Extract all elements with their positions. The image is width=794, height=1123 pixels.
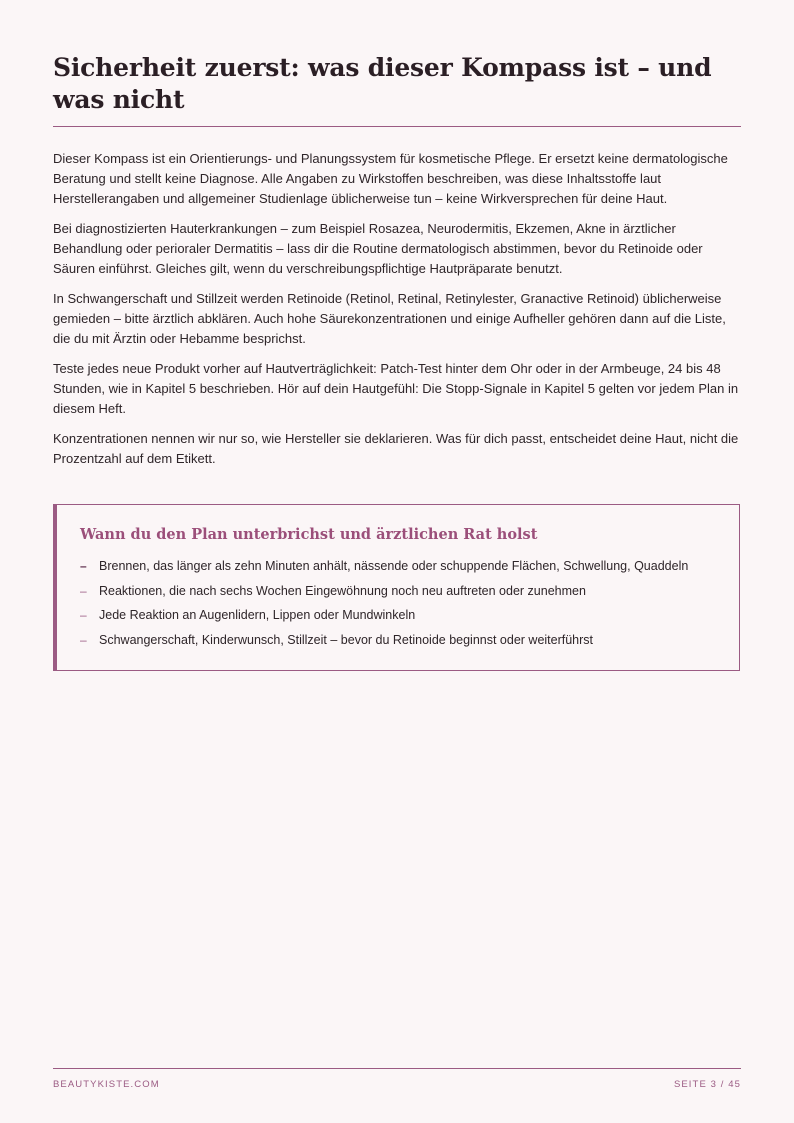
list-item xyxy=(80,556,688,581)
callout-list xyxy=(80,556,688,654)
list-item-text: Schwangerschaft, Kinderwunsch, Stillzeit – bevor du Retinoide beginnst oder weiterführst xyxy=(99,632,594,647)
dash-bullet-icon: – xyxy=(80,583,87,598)
warning-callout-box xyxy=(53,504,740,671)
dash-bullet-icon: – xyxy=(80,608,87,622)
footer-page-number: SEITE 3 / 45 xyxy=(673,1079,741,1090)
list-item xyxy=(80,605,688,630)
footer-divider xyxy=(53,1068,741,1069)
list-item-text: Jede Reaktion an Augenlidern, Lippen oder Mundwinkeln xyxy=(99,608,416,622)
paragraph-skin-conditions: Bei diagnostizierten Hauterkrankungen – zum Beispiel Rosazea, Neurodermitis, Ekzemen, Akne in ärztlicher Behandlung oder perioraler Dermatitis – lass dir die Routine dermatologisch abstimmen, bevor du Retinoide oder Säuren einführst. Gleiches gilt, wenn du verschreibungspflichtige Hautpräparate benutzt. xyxy=(53,221,703,276)
dash-bullet-icon: – xyxy=(80,559,87,573)
list-item xyxy=(80,630,688,655)
footer-site-name: BEAUTYKISTE.COM xyxy=(53,1079,160,1090)
dash-bullet-icon: – xyxy=(80,632,87,647)
list-item xyxy=(80,581,688,606)
page-title: Sicherheit zuerst: was dieser Kompass ist – und was nicht xyxy=(53,53,712,114)
list-item-text: Reaktionen, die nach sechs Wochen Eingewöhnung noch neu auftreten oder zunehmen xyxy=(99,583,586,598)
callout-title: Wann du den Plan unterbrichst und ärztlichen Rat holst xyxy=(80,526,538,543)
list-item-text: Brennen, das länger als zehn Minuten anhält, nässende oder schuppende Flächen, Schwellung, Quaddeln xyxy=(99,559,689,573)
body-text xyxy=(53,149,743,479)
paragraph-patch-test: Teste jedes neue Produkt vorher auf Hautverträglichkeit: Patch-Test hinter dem Ohr oder in der Armbeuge, 24 bis 48 Stunden, wie in Kapitel 5 beschrieben. Hör auf dein Hautgefühl: Die Stopp-Signale in Kapitel 5 gelten vor jedem Plan in diesem Heft. xyxy=(53,361,739,416)
paragraph-concentrations: Konzentrationen nennen wir nur so, wie Hersteller sie deklarieren. Was für dich passt, entscheidet deine Haut, nicht die Prozentzahl auf dem Etikett. xyxy=(53,431,739,466)
paragraph-disclaimer: Dieser Kompass ist ein Orientierungs- und Planungssystem für kosmetische Pflege. Er ersetzt keine dermatologische Beratung und stellt keine Diagnose. Alle Angaben zu Wirkstoffen beschreiben, was diese Inhaltsstoffe laut Herstellerangaben und allgemeiner Studienlage üblicherweise tun – keine Wirkversprechen für deine Haut. xyxy=(53,151,728,206)
title-divider xyxy=(53,126,741,127)
paragraph-pregnancy: In Schwangerschaft und Stillzeit werden Retinoide (Retinol, Retinal, Retinylester, Granactive Retinoid) üblicherweise gemieden – bitte ärztlich abklären. Auch hohe Säurekonzentrationen und einige Aufheller gehören dann auf die Liste, die du mit Ärztin oder Hebamme besprichst. xyxy=(53,291,726,346)
